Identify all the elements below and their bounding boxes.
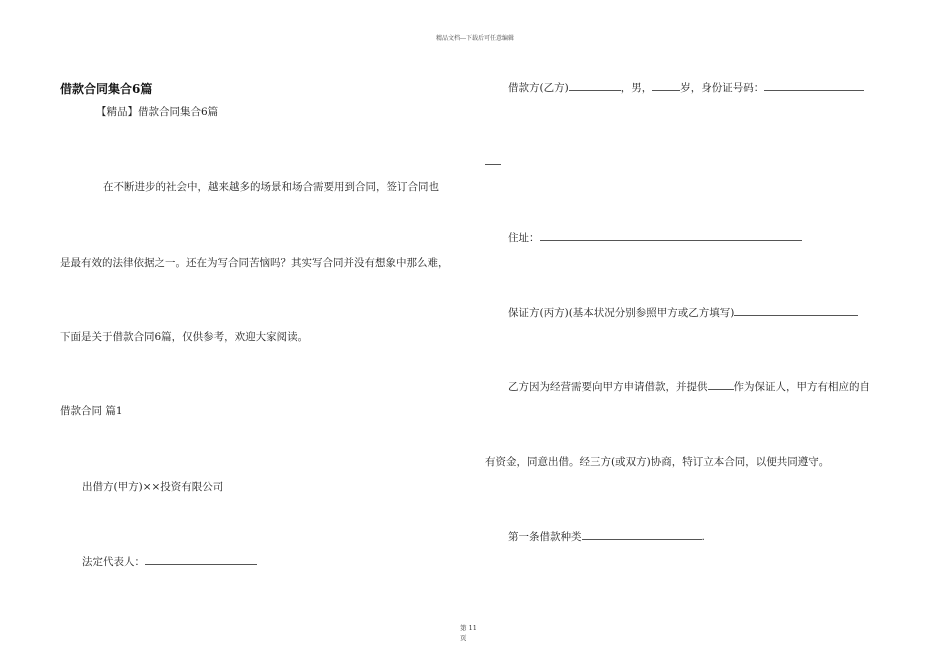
intro-paragraph-line-1: 在不断进步的社会中，越来越多的场景和场合需要用到合同，签订合同也 xyxy=(103,181,439,193)
document-subtitle: 【精品】借款合同集合6篇 xyxy=(96,106,219,118)
section-heading: 借款合同 篇1 xyxy=(60,405,123,417)
loan-reason-line-2: 有资金，同意出借。经三方(或双方)协商，特订立本合同，以便共同遵守。 xyxy=(485,456,830,468)
loan-reason-text-a: 乙方因为经营需要向甲方申请借款，并提供 xyxy=(508,381,708,393)
borrower-gender: ，男， xyxy=(620,82,653,94)
borrower-id-blank xyxy=(764,80,864,91)
document-title: 借款合同集合6篇 xyxy=(60,82,153,96)
guarantor-blank xyxy=(734,305,858,316)
borrower-label: 借款方(乙方) xyxy=(508,82,569,94)
guarantor-name-blank xyxy=(708,379,734,390)
address-line xyxy=(508,230,802,245)
article-1-label: 第一条借款种类 xyxy=(508,531,582,543)
guarantor-line xyxy=(508,305,858,320)
intro-paragraph-line-3: 下面是关于借款合同6篇，仅供参考，欢迎大家阅读。 xyxy=(60,331,309,343)
page-header: 精品文档---下载后可任意编辑 xyxy=(435,35,515,42)
article-1-end: . xyxy=(701,531,705,543)
loan-type-blank xyxy=(582,529,702,540)
intro-paragraph-line-2: 是最有效的法律依据之一。还在为写合同苦恼吗？其实写合同并没有想象中那么难， xyxy=(60,257,449,269)
page-number-line-1: 第 11 xyxy=(460,624,477,632)
lender-line: 出借方(甲方)××投资有限公司 xyxy=(82,481,224,493)
borrower-line xyxy=(508,80,864,95)
address-blank xyxy=(540,230,802,241)
legal-representative-blank xyxy=(145,554,257,565)
borrower-name-blank xyxy=(569,80,621,91)
article-1-line xyxy=(508,529,705,544)
loan-reason-line-1 xyxy=(508,379,870,394)
legal-representative-line xyxy=(82,554,257,569)
borrower-age-blank xyxy=(652,80,680,91)
page-number-line-2: 页 xyxy=(460,634,467,642)
address-label: 住址： xyxy=(508,232,540,244)
loan-reason-text-b: 作为保证人，甲方有相应的自 xyxy=(733,381,870,393)
legal-representative-label: 法定代表人： xyxy=(82,556,145,568)
borrower-id-blank-continued xyxy=(485,164,501,165)
guarantor-label: 保证方(丙方)(基本状况分别参照甲方或乙方填写) xyxy=(508,307,735,319)
borrower-id-label: 岁，身份证号码： xyxy=(680,82,765,94)
